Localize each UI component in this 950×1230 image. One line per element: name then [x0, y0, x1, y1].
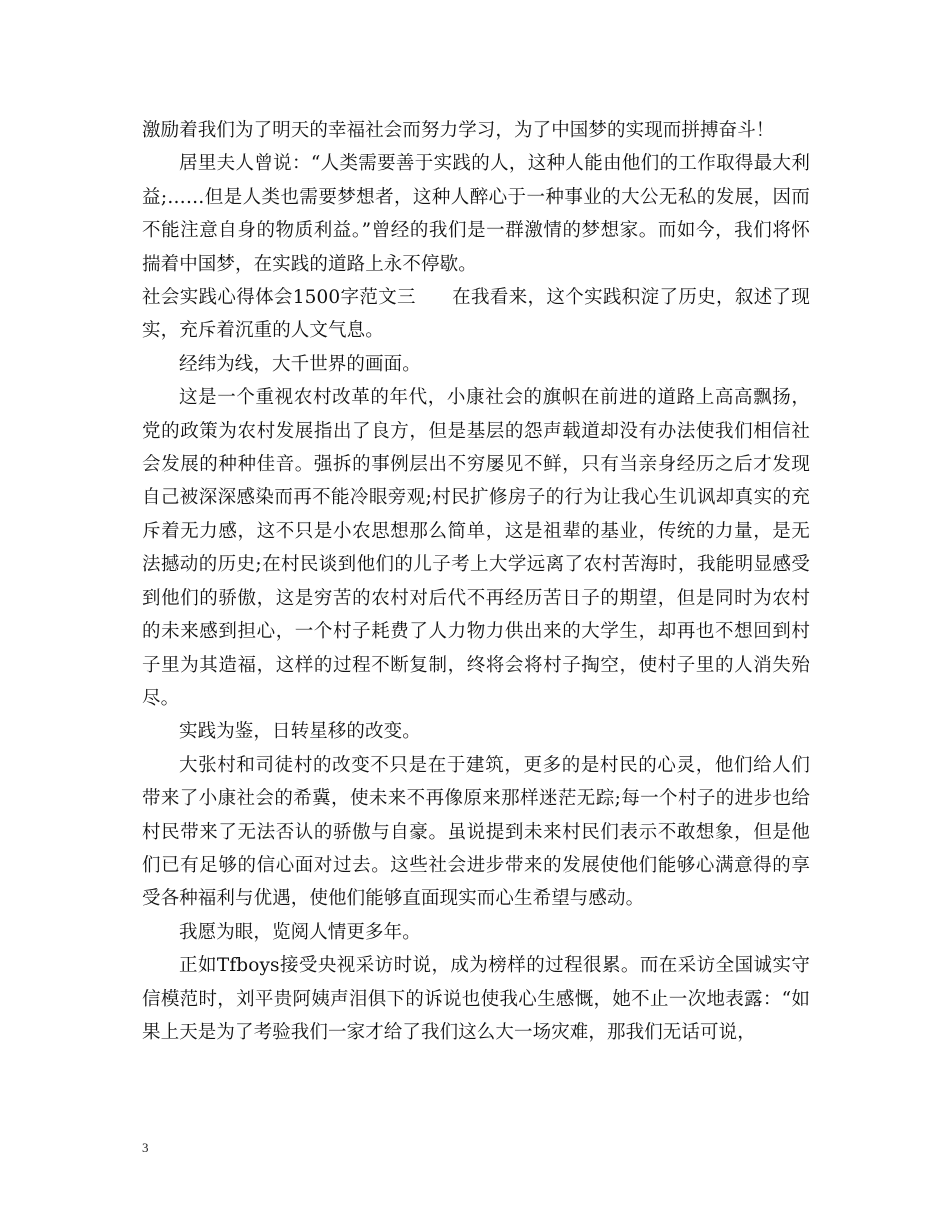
paragraph: 我愿为眼，览阅人情更多年。 — [179, 921, 421, 943]
paragraph: 居里夫人曾说：“人类需要善于实践的人，这种人能由他们的工作取得最大利益;……但是人类也需要梦想者，这种人醉心于一种事业的大公无私的发展，因而不能注意自身的物质利益。”曾经的我们是一群激情的梦想家。而如今，我们将怀揣着中国梦，在实践的道路上永不停歇。 — [142, 153, 810, 275]
section-intro: 在我看来，这个实践积淀了历史，叙述了现实，充斥着沉重的人文气息。 — [142, 287, 811, 342]
paragraph: 激励着我们为了明天的幸福社会而努力学习，为了中国梦的实现而拼搏奋斗！ — [142, 120, 775, 141]
section-heading-line — [142, 281, 810, 348]
paragraph: 大张村和司徒村的改变不只是在于建筑，更多的是村民的心灵，他们给人们带来了小康社会的希冀，使未来不再像原来那样迷茫无踪;每一个村子的进步也给村民带来了无法否认的骄傲与自豪。虽说提到未来村民们表示不敢想象，但是他们已有足够的信心面对过去。这些社会进步带来的发展使他们能够心满意得的享受各种福利与优遇，使他们能够直面现实而心生希望与感动。 — [142, 754, 810, 910]
paragraph: 经纬为线，大千世界的画面。 — [179, 353, 421, 375]
paragraph: 这是一个重视农村改革的年代，小康社会的旗帜在前进的道路上高高飘扬，党的政策为农村发展指出了良方，但是基层的怨声载道却没有办法使我们相信社会发展的种种佳音。强拆的事例层出不穷屡见不鲜，只有当亲身经历之后才发现自己被深深感染而再不能冷眼旁观;村民扩修房子的行为让我心生讥讽却真实的充斥着无力感，这不只是小农思想那么简单，这是祖辈的基业，传统的力量，是无法撼动的历史;在村民谈到他们的儿子考上大学远离了农村苦海时，我能明显感受到他们的骄傲，这是穷苦的农村对后代不再经历苦日子的期望，但是同时为农村的未来感到担心，一个村子耗费了人力物力供出来的大学生，却再也不想回到村子里为其造福，这样的过程不断复制，终将会将村子掏空，使村子里的人消失殆尽。 — [142, 387, 810, 709]
paragraph: 正如Tfboys接受央视采访时说，成为榜样的过程很累。而在采访全国诚实守信模范时，刘平贵阿姨声泪俱下的诉说也使我心生感慨，她不止一次地表露：“如果上天是为了考验我们一家才给了我们这么大一场灾难，那我们无话可说， — [142, 955, 810, 1043]
section-heading: 社会实践心得体会1500字范文三 — [142, 287, 416, 309]
paragraph: 实践为鉴，日转星移的改变。 — [179, 721, 421, 743]
page-number: 3 — [142, 1140, 149, 1155]
document-page — [142, 114, 810, 1049]
